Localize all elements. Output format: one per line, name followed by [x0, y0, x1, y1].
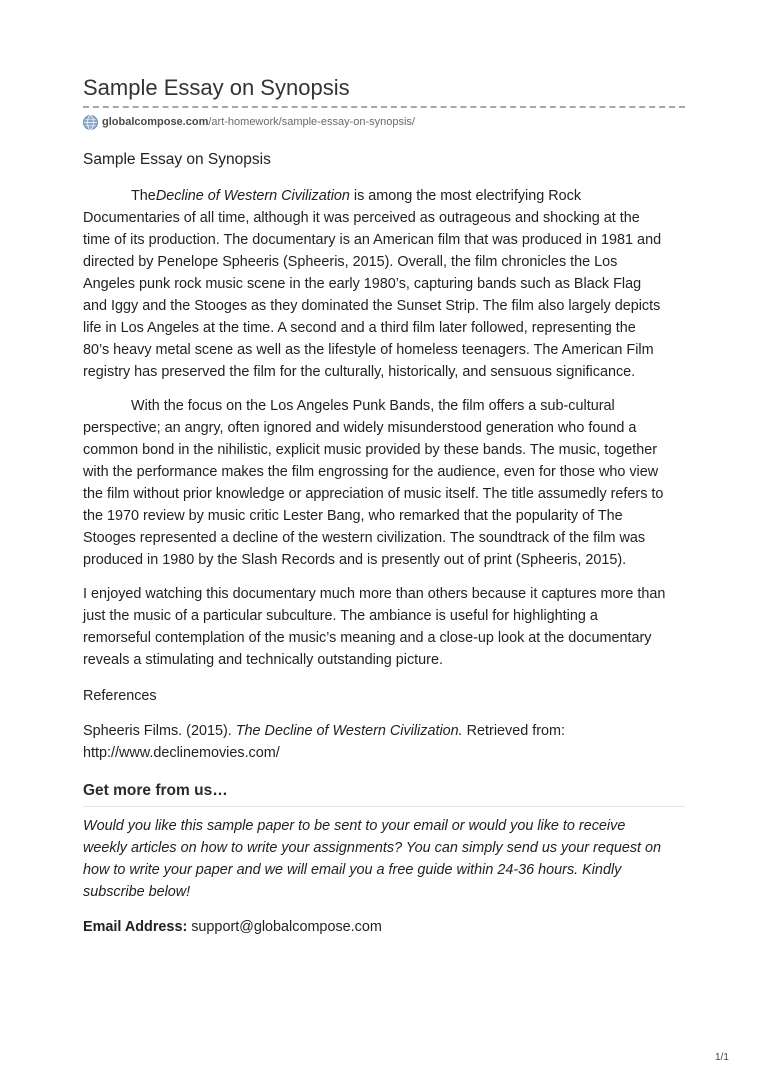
text-line: Would you like this sample paper to be sent to your email or would you like to receive [83, 818, 626, 834]
text-line: the film without prior knowledge or appreciation of music itself. The title assumedly refers to [83, 486, 664, 502]
text-line: how to write your paper and we will email you a free guide within 24-36 hours. Kindly [83, 862, 622, 878]
text-line: just the music of a particular subculture. The ambiance is useful for highlighting a [83, 608, 598, 624]
text-line: Stooges represented a decline of the western civilization. The soundtrack of the film was [83, 530, 646, 546]
text-line: Angeles punk rock music scene in the early 1980’s, capturing bands such as Black Flag [83, 276, 642, 292]
cta-heading: Get more from us… [83, 782, 228, 799]
cta-text [83, 815, 687, 903]
text-line: with the performance makes the film engrossing for the audience, even for those who view [83, 464, 659, 480]
paragraph-3 [83, 583, 687, 671]
paragraph-2 [83, 395, 687, 571]
dashed-divider [83, 106, 685, 108]
source-path: /art-homework/sample-essay-on-synopsis/ [208, 116, 415, 128]
essay-heading: Sample Essay on Synopsis [83, 151, 271, 168]
source-link[interactable] [83, 113, 415, 131]
text-line: the 1970 review by music critic Lester Bang, who remarked that the popularity of The [83, 508, 623, 524]
globe-icon [83, 115, 98, 130]
paragraph-1 [83, 185, 687, 383]
text-line: reveals a stimulating and technically outstanding picture. [83, 652, 443, 668]
email-value[interactable]: support@globalcompose.com [191, 919, 382, 935]
text-line: life in Los Angeles at the time. A second and a third film later followed, representing the [83, 320, 636, 336]
text-line: registry has preserved the film for the culturally, historically, and sensuous significance. [83, 364, 636, 380]
text-line: subscribe below! [83, 884, 191, 900]
text-line: common bond in the nihilistic, explicit music provided by these bands. The music, together [83, 442, 658, 458]
source-domain: globalcompose.com [102, 116, 209, 128]
text-line: directed by Penelope Spheeris (Spheeris, 2015). Overall, the film chronicles the Los [83, 254, 618, 270]
text-line: perspective; an angry, often ignored and widely misunderstood generation who found a [83, 420, 637, 436]
reference-title: The Decline of Western Civilization. [235, 723, 463, 739]
text-line: TheDecline of Western Civilization is among the most electrifying Rock [131, 188, 582, 204]
email-row [83, 916, 382, 938]
references-heading: References [83, 688, 157, 704]
text-line: produced in 1980 by the Slash Records and is presently out of print (Spheeris, 2015). [83, 552, 627, 568]
section-divider [83, 806, 685, 807]
email-label: Email Address: [83, 919, 188, 935]
reference-url[interactable]: http://www.declinemovies.com/ [83, 745, 280, 761]
text-line: Documentaries of all time, although it was perceived as outrageous and shocking at the [83, 210, 640, 226]
film-title: Decline of Western Civilization [155, 188, 350, 204]
text-line: Spheeris Films. (2015). The Decline of Western Civilization. Retrieved from: [83, 723, 566, 739]
text-line: time of its production. The documentary is an American film that was produced in 1981 and [83, 232, 662, 248]
reference-entry [83, 720, 687, 764]
text-line: 80’s heavy metal scene as well as the lifestyle of homeless teenagers. The American Film [83, 342, 654, 358]
page-number: 1/1 [715, 1052, 729, 1063]
text-line: weekly articles on how to write your assignments? You can simply send us your request on [83, 840, 662, 856]
page-title: Sample Essay on Synopsis [83, 75, 350, 100]
text-line: I enjoyed watching this documentary much more than others because it captures more than [83, 586, 666, 602]
text-line: remorseful contemplation of the music’s meaning and a close-up look at the documentary [83, 630, 652, 646]
text-line: With the focus on the Los Angeles Punk Bands, the film offers a sub-cultural [131, 398, 615, 414]
text-line: and Iggy and the Stooges as they dominated the Sunset Strip. The film also largely depicts [83, 298, 661, 314]
